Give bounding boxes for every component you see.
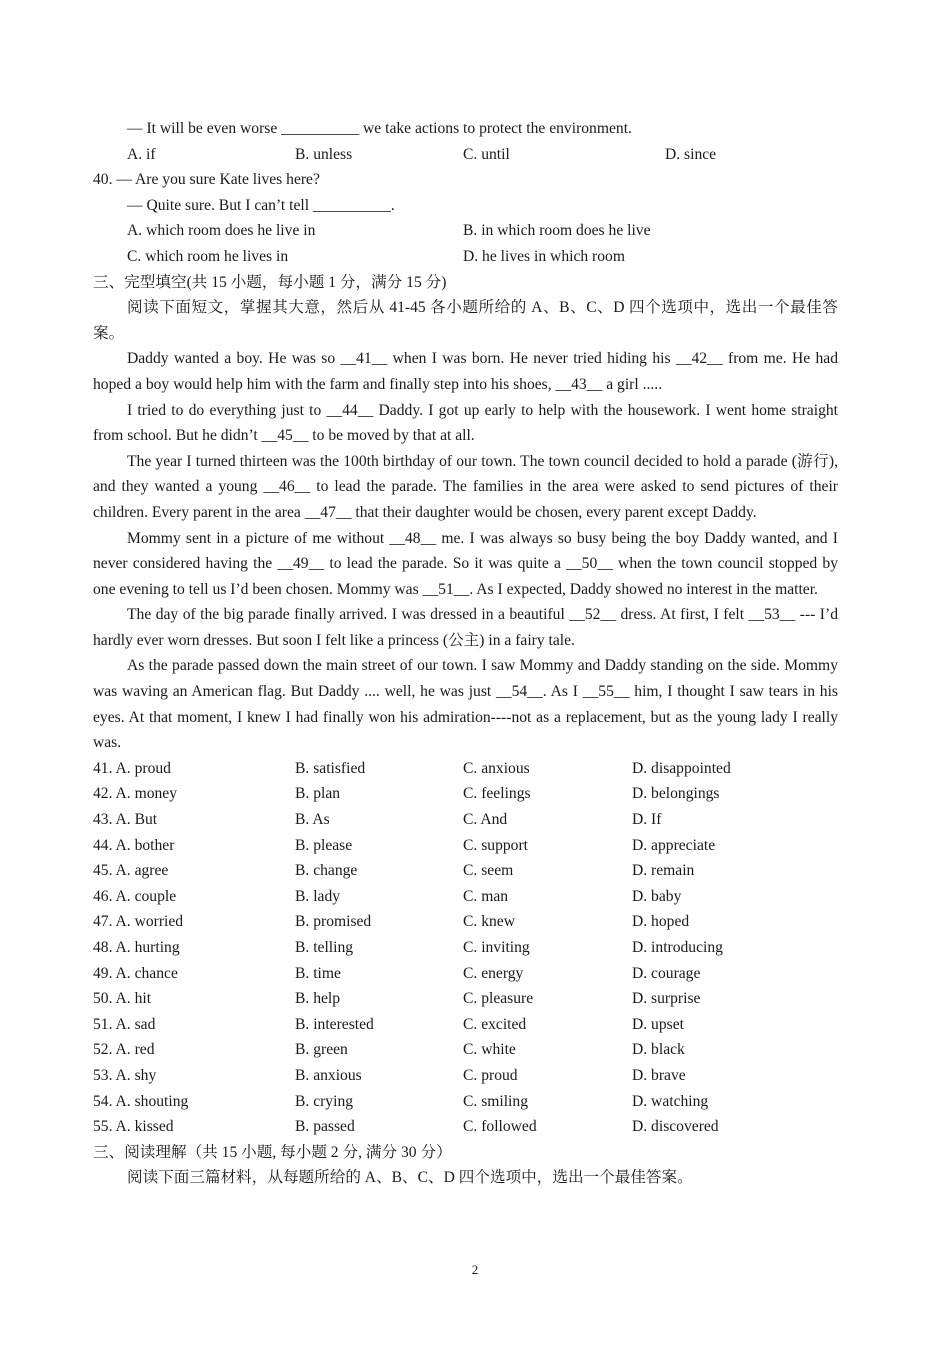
q40-option-a: A. which room does he live in [127, 222, 316, 240]
question-option: D. remain [632, 862, 695, 880]
section3-instruction: 阅读下面短文，掌握其大意，然后从 41-45 各小题所给的 A、B、C、D 四个选项中，选出一个最佳答案。 [93, 299, 838, 342]
question-option: C. feelings [463, 785, 531, 803]
question-row [93, 833, 838, 859]
question-option: B. change [295, 862, 358, 880]
question-option: C. knew [463, 913, 515, 931]
question-option: C. seem [463, 862, 514, 880]
question-option: 53. A. shy [93, 1066, 157, 1084]
question-option: B. lady [295, 887, 341, 905]
question-option: C. excited [463, 1015, 527, 1033]
question-row [93, 884, 838, 910]
question-option: D. upset [632, 1015, 684, 1033]
q39-option-c: C. until [463, 145, 510, 163]
passage-paragraph-3: The year I turned thirteen was the 100th birthday of our town. The town council decided to hold a parade (游行), and they wanted a young __46__ to lead the parade. The families in the area were asked to send pictures of their children. Every parent in the area __47__ that their daughter would be chosen, every parent except Daddy. [93, 452, 838, 521]
question-option: D. black [632, 1041, 685, 1059]
q39-stem: — It will be even worse __________ we take actions to protect the environment. [127, 120, 632, 137]
question-option: 47. A. worried [93, 913, 184, 931]
question-option: C. pleasure [463, 990, 534, 1008]
question-row [93, 1012, 838, 1038]
passage-paragraph-1: Daddy wanted a boy. He was so __41__ when I was born. He never tried hiding his __42__ from me. He had hoped a boy would help him with the farm and finally step into his shoes, __43__ a girl ..... [93, 350, 838, 393]
q40-option-c: C. which room he lives in [127, 247, 289, 265]
question-option: C. white [463, 1041, 516, 1059]
passage-paragraph-4: Mommy sent in a picture of me without __48__ me. I was always so busy being the boy Daddy wanted, and I never considered having the __49__ to lead the parade. So it was quite a __50__ when the town council stopped by one evening to tell us I’d been chosen. Mommy was __51__. As I expected, Daddy showed no interest in the matter. [93, 529, 838, 598]
question-option: C. proud [463, 1066, 518, 1084]
question-option: 45. A. agree [93, 862, 169, 880]
question-option: 43. A. But [93, 811, 158, 829]
q40-line1: 40. — Are you sure Kate lives here? [93, 171, 320, 189]
question-option: C. support [463, 836, 528, 854]
passage-paragraph-5: The day of the big parade finally arrived. I was dressed in a beautiful __52__ dress. At first, I felt __53__ --- I’d hardly ever worn dresses. But soon I felt like a princess (公主) in a fairy tale. [93, 606, 838, 649]
question-option: B. crying [295, 1092, 354, 1110]
passage-paragraph-2: I tried to do everything just to __44__ Daddy. I got up early to help with the housework. I went home straight from school. But he didn’t __45__ to be moved by that at all. [93, 401, 838, 445]
question-option: B. plan [295, 785, 341, 803]
question-option: B. green [295, 1041, 348, 1059]
exam-page [93, 116, 838, 1191]
question-option: 44. A. bother [93, 836, 175, 854]
question-row [93, 1037, 838, 1063]
question-option: C. And [463, 811, 508, 829]
q39-option-a: A. if [127, 145, 156, 163]
question-option: B. satisfied [295, 759, 366, 777]
question-option: D. watching [632, 1092, 709, 1110]
question-row [93, 1089, 838, 1115]
question-option: C. man [463, 887, 509, 905]
question-row [93, 986, 838, 1012]
question-option: C. anxious [463, 759, 530, 777]
question-option: D. courage [632, 964, 701, 982]
question-option: 50. A. hit [93, 990, 152, 1008]
question-list [93, 756, 838, 1140]
question-option: 48. A. hurting [93, 939, 180, 956]
question-row [93, 1114, 838, 1140]
question-row [93, 858, 838, 884]
q40-option-d: D. he lives in which room [463, 247, 625, 265]
question-option: C. smiling [463, 1092, 528, 1110]
question-option: D. disappointed [632, 759, 731, 777]
question-row [93, 1063, 838, 1089]
q39-options [93, 142, 838, 168]
question-option: C. energy [463, 964, 524, 982]
question-option: D. baby [632, 887, 682, 905]
q39-option-d: D. since [665, 145, 717, 163]
question-row [93, 756, 838, 782]
question-option: 54. A. shouting [93, 1092, 189, 1110]
question-option: D. belongings [632, 785, 720, 803]
question-option: D. introducing [632, 939, 723, 956]
question-row [93, 961, 838, 987]
question-option: B. help [295, 990, 341, 1008]
question-row [93, 935, 838, 961]
question-option: B. time [295, 964, 341, 982]
question-option: B. passed [295, 1118, 355, 1136]
question-option: B. telling [295, 939, 354, 956]
question-option: B. interested [295, 1015, 374, 1033]
question-option: 41. A. proud [93, 759, 171, 777]
question-option: B. anxious [295, 1066, 362, 1084]
question-option: C. followed [463, 1118, 537, 1136]
question-option: 49. A. chance [93, 964, 178, 982]
question-row [93, 781, 838, 807]
question-row [93, 807, 838, 833]
question-option: D. surprise [632, 990, 701, 1008]
section3-title: 三、完型填空(共 15 小题，每小题 1 分，满分 15 分) [93, 273, 447, 291]
section4-instruction: 阅读下面三篇材料，从每题所给的 A、B、C、D 四个选项中，选出一个最佳答案。 [127, 1169, 693, 1187]
question-option: B. please [295, 836, 353, 854]
question-option: D. If [632, 811, 662, 829]
question-option: 42. A. money [93, 785, 178, 803]
q40-options-row1 [93, 218, 838, 244]
question-option: B. promised [295, 913, 372, 931]
question-option: D. hoped [632, 913, 690, 931]
page-number: 2 [471, 1262, 479, 1277]
question-option: 51. A. sad [93, 1015, 156, 1033]
question-option: B. As [295, 811, 330, 829]
section4-title: 三、阅读理解（共 15 小题, 每小题 2 分, 满分 30 分） [93, 1143, 452, 1161]
question-option: D. brave [632, 1066, 686, 1084]
q40-line2: — Quite sure. But I can’t tell __________. [127, 196, 395, 214]
q40-option-b: B. in which room does he live [463, 222, 651, 240]
q40-options-row2 [93, 244, 838, 270]
question-option: 46. A. couple [93, 887, 177, 905]
question-option: D. discovered [632, 1118, 719, 1136]
passage-paragraph-6: As the parade passed down the main street of our town. I saw Mommy and Daddy standing on the side. Mommy was waving an American flag. But Daddy .... well, he was just __54__. As I __55__ him, I thought I saw tears in his eyes. At that moment, I knew I had finally won his admiration----not as a replacement, but as the young lady I really was. [93, 657, 838, 752]
question-option: 52. A. red [93, 1041, 155, 1059]
q39-option-b: B. unless [295, 145, 353, 163]
question-option: 55. A. kissed [93, 1118, 174, 1136]
question-option: C. inviting [463, 939, 530, 956]
question-option: D. appreciate [632, 836, 716, 854]
question-row [93, 909, 838, 935]
